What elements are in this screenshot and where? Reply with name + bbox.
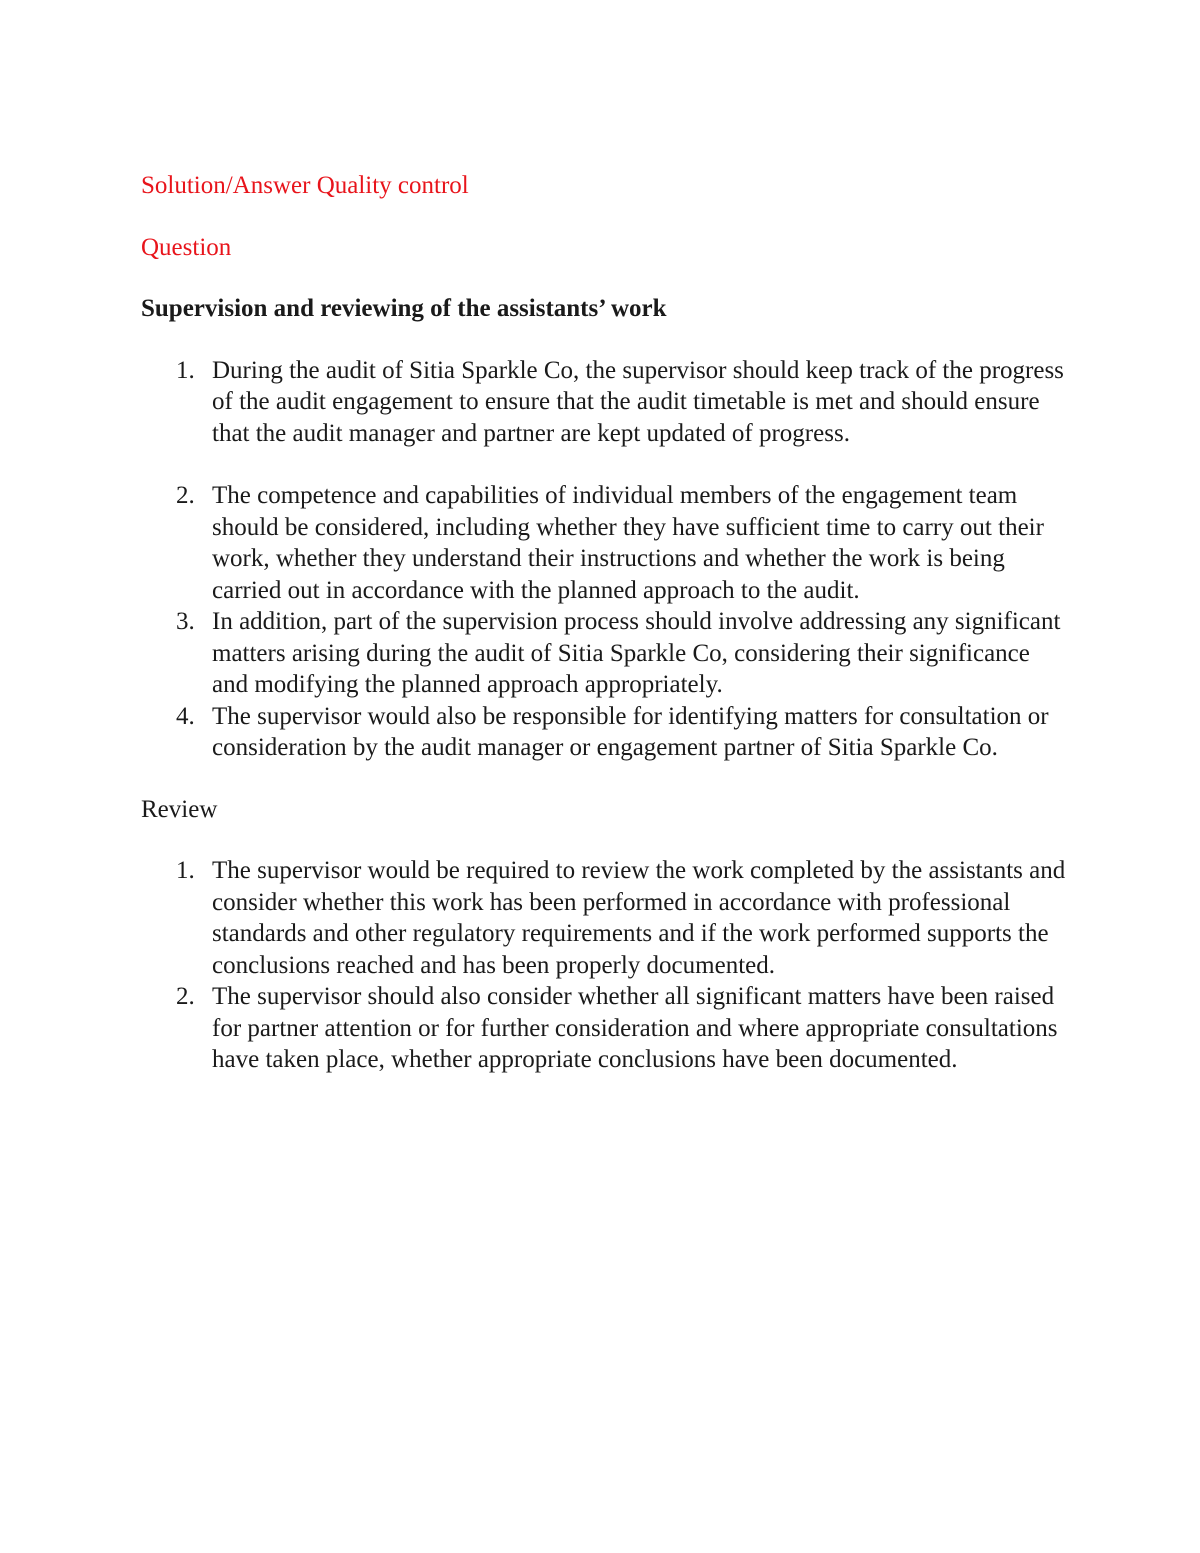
list-item bbox=[141, 355, 1071, 450]
list-item-text: During the audit of Sitia Sparkle Co, the supervisor should keep track of the progress of the audit engagement to ensure that the audit timetable is met and should ensure that the audit manager and partner are kept updated of progress. bbox=[212, 356, 1064, 447]
list-item bbox=[141, 480, 1071, 606]
question-label: Question bbox=[141, 233, 232, 261]
list-item bbox=[141, 701, 1071, 764]
review-heading: Review bbox=[141, 795, 218, 823]
list-item-number: 1. bbox=[176, 356, 195, 384]
list-item-number: 2. bbox=[176, 482, 195, 509]
list-item bbox=[141, 981, 1071, 1076]
list-item-text: The supervisor would also be responsible for identifying matters for consultation or consideration by the audit manager or engagement partner of Sitia Sparkle Co. bbox=[212, 702, 1049, 761]
list-item bbox=[141, 855, 1071, 981]
list-item bbox=[141, 606, 1071, 701]
list-item-number: 3. bbox=[176, 608, 195, 635]
document-title: Solution/Answer Quality control bbox=[141, 172, 469, 199]
section-heading: Supervision and reviewing of the assistants’ work bbox=[141, 295, 667, 322]
list-item-text: The competence and capabilities of individual members of the engagement team should be considered, including whether they have sufficient time to carry out their work, whether they understand their instructions and whether the work is being carried out in accordance with the planned approach to the audit. bbox=[212, 482, 1044, 604]
list-item-text: The supervisor would be required to review the work completed by the assistants and consider whether this work has been performed in accordance with professional standards and other regulatory requirements and if the work performed supports the conclusions reached and has been properly documented. bbox=[212, 857, 1066, 979]
list-item-number: 4. bbox=[176, 702, 195, 730]
list-item-number: 1. bbox=[176, 857, 195, 884]
supervision-list bbox=[141, 355, 1071, 764]
document-body bbox=[141, 170, 1071, 1076]
review-list bbox=[141, 855, 1071, 1076]
list-item-text: In addition, part of the supervision process should involve addressing any significant matters arising during the audit of Sitia Sparkle Co, considering their significance and modifying the planned approach appropriately. bbox=[212, 608, 1061, 698]
list-item-number: 2. bbox=[176, 983, 195, 1010]
list-item-text: The supervisor should also consider whether all significant matters have been raised for partner attention or for further consideration and where appropriate consultations have taken place, whether appropriate conclusions have been documented. bbox=[212, 983, 1058, 1073]
